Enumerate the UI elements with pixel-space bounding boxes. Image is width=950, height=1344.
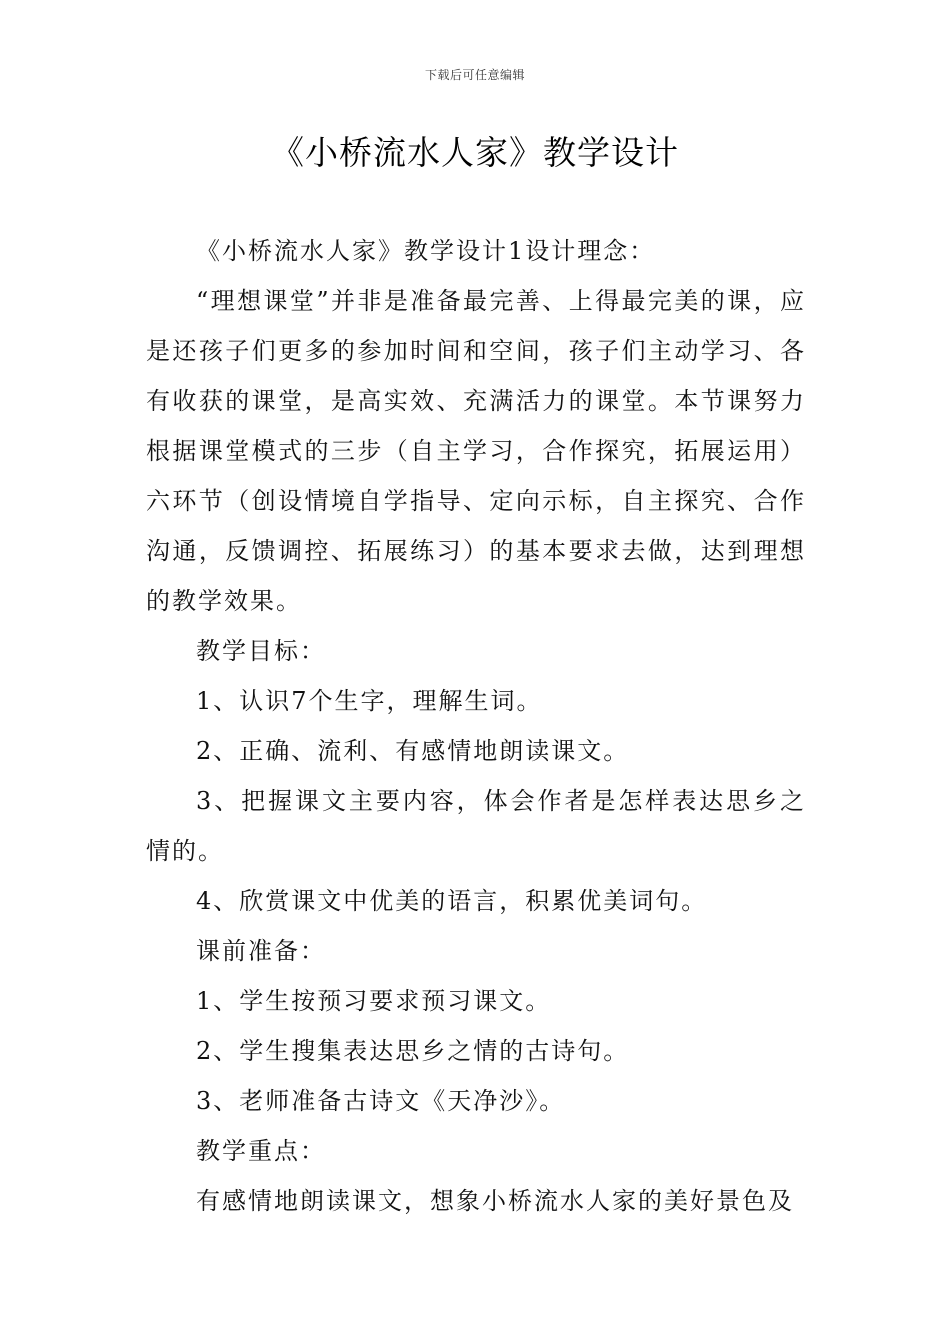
list-item-goal-2: 2、正确、流利、有感情地朗读课文。	[196, 737, 630, 765]
list-item-prep-1: 1、学生按预习要求预习课文。	[196, 987, 552, 1015]
paragraph-design-title: 《小桥流水人家》教学设计1设计理念：	[196, 237, 656, 265]
paragraph-key-points: 有感情地朗读课文，想象小桥流水人家的美好景色及	[196, 1187, 794, 1215]
paragraph-design-concept: “理想课堂”并非是准备最完善、上得最完美的课，应是还孩子们更多的参加时间和空间，孩子们主动学习、各有收获的课堂，是高实效、充满活力的课堂。本节课努力根据课堂模式的三步（自主学习，合作探究，拓展运用）六环节（创设情境自学指导、定向示标，自主探究、合作沟通，反馈调控、拓展练习）的基本要求去做，达到理想的教学效果。	[146, 287, 806, 615]
list-item-goal-1: 1、认识7个生字，理解生词。	[196, 687, 543, 715]
document-body	[146, 226, 806, 1226]
heading-key-points: 教学重点：	[196, 1137, 326, 1165]
header-note: 下载后可任意编辑	[424, 68, 525, 82]
list-item-prep-3: 3、老师准备古诗文《天净沙》。	[196, 1087, 566, 1115]
list-item-goal-4: 4、欣赏课文中优美的语言，积累优美词句。	[196, 887, 708, 915]
list-item-goal-3: 3、把握课文主要内容，体会作者是怎样表达思乡之情的。	[146, 787, 806, 865]
list-item-prep-2: 2、学生搜集表达思乡之情的古诗句。	[196, 1037, 630, 1065]
document-title: 《小桥流水人家》教学设计	[271, 133, 679, 172]
heading-teaching-goals: 教学目标：	[196, 637, 326, 665]
heading-preparation: 课前准备：	[196, 937, 326, 965]
